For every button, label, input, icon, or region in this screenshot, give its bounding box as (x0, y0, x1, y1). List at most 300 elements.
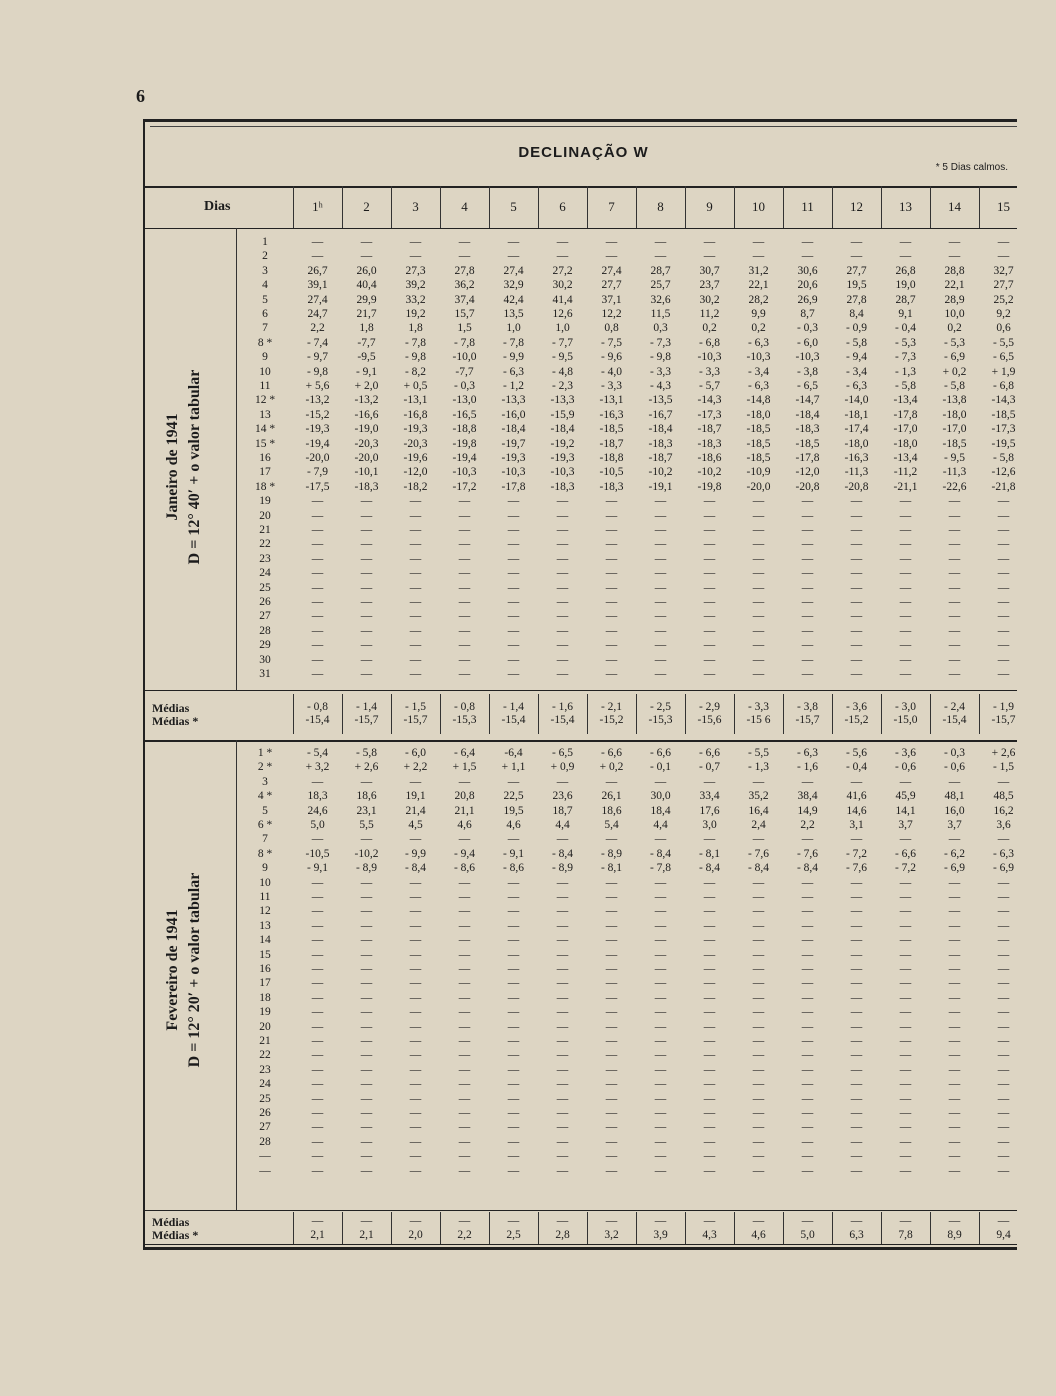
janeiro-empty-cell: — (458, 524, 471, 536)
calm-days-note: * 5 Dias calmos. (935, 162, 1008, 173)
janeiro-empty-cell: — (360, 567, 373, 580)
fevereiro-empty-cell: — (605, 1020, 618, 1033)
fevereiro-day-number: 6 * (257, 819, 273, 831)
janeiro-empty-cell: — (948, 639, 961, 652)
janeiro-day-number: 20 (259, 509, 271, 522)
fevereiro-empty-cell: — (801, 1063, 814, 1076)
fevereiro-empty-cell: — (458, 891, 471, 903)
fevereiro-value-cell: - 6,6 (698, 747, 721, 759)
janeiro-value-cell: — (752, 250, 765, 263)
fevereiro-value-cell: - 9,1 (502, 847, 525, 860)
janeiro-value-cell: -17,3 (991, 423, 1016, 436)
janeiro-empty-cell: — (899, 552, 912, 565)
fevereiro-empty-cell: — (654, 1006, 667, 1019)
janeiro-empty-cell: — (311, 596, 324, 608)
janeiro-medias-star-cell: -15,3 (452, 714, 477, 726)
janeiro-value-cell: -18,6 (697, 452, 722, 464)
janeiro-empty-cell: — (605, 538, 618, 551)
janeiro-empty-cell: — (409, 668, 422, 680)
janeiro-value-cell: 11,2 (699, 308, 720, 320)
fevereiro-value-cell: 41,6 (846, 790, 867, 803)
fevereiro-empty-cell: — (556, 1063, 569, 1076)
fevereiro-empty-cell: — (360, 977, 373, 990)
fevereiro-empty-cell: — (311, 991, 324, 1004)
fevereiro-empty-cell: — (899, 1107, 912, 1119)
janeiro-empty-cell: — (899, 668, 912, 680)
janeiro-empty-cell: — (654, 668, 667, 680)
fevereiro-empty-cell: — (703, 1092, 716, 1105)
fevereiro-empty-cell: — (311, 934, 324, 947)
fevereiro-empty-cell: — (801, 934, 814, 947)
fevereiro-empty-cell: — (409, 1035, 422, 1047)
janeiro-value-cell: -20,0 (746, 480, 771, 493)
janeiro-empty-cell: — (311, 567, 324, 580)
fevereiro-empty-cell: — (507, 963, 520, 975)
janeiro-value-cell: 9,9 (751, 308, 766, 320)
janeiro-value-cell: — (654, 236, 667, 248)
janeiro-empty-cell: — (801, 524, 814, 536)
fevereiro-empty-cell: — (360, 905, 373, 918)
fevereiro-empty-cell: — (654, 1150, 667, 1163)
fevereiro-empty-cell: — (311, 1063, 324, 1076)
janeiro-value-cell: - 4,3 (649, 380, 672, 392)
fevereiro-empty-cell: — (360, 919, 373, 932)
janeiro-empty-cell: — (850, 668, 863, 680)
janeiro-empty-cell: — (409, 509, 422, 522)
fevereiro-value-cell: 26,1 (601, 790, 622, 803)
fevereiro-medias-cell: — (850, 1215, 863, 1227)
janeiro-value-cell: - 3,4 (747, 365, 770, 378)
janeiro-value-cell: -19,0 (354, 423, 379, 436)
janeiro-value-cell: - 0,9 (845, 322, 868, 335)
jan-side-label-line2: D = 12° 40′ + o valor tabular (186, 369, 203, 565)
janeiro-value-cell: - 7,7 (551, 336, 574, 349)
fevereiro-empty-cell: — (801, 963, 814, 975)
janeiro-value-cell: -19,4 (452, 452, 477, 464)
janeiro-value-cell: 0,2 (751, 322, 766, 335)
janeiro-value-cell: 28,2 (748, 293, 769, 306)
janeiro-value-cell: -10,0 (452, 351, 477, 364)
fevereiro-empty-cell: — (311, 1121, 324, 1134)
fevereiro-day-number: 18 (259, 991, 271, 1004)
janeiro-day-number: 8 * (257, 336, 273, 349)
janeiro-empty-cell: — (801, 509, 814, 522)
fevereiro-empty-cell: — (311, 1049, 324, 1062)
fevereiro-value-cell: - 9,4 (453, 847, 476, 860)
janeiro-value-cell: -18,4 (648, 423, 673, 436)
janeiro-empty-cell: — (458, 538, 471, 551)
janeiro-value-cell: -21,8 (991, 480, 1016, 493)
fevereiro-empty-cell: — (409, 1049, 422, 1062)
fevereiro-empty-cell: — (997, 948, 1010, 961)
fevereiro-value-cell: 23,6 (552, 790, 573, 803)
fevereiro-empty-cell: — (948, 891, 961, 903)
janeiro-empty-cell: — (654, 495, 667, 508)
fevereiro-value-cell: - 6,3 (796, 747, 819, 759)
fevereiro-value-cell: - 6,9 (943, 862, 966, 875)
fevereiro-day-number: 21 (259, 1035, 271, 1047)
janeiro-empty-cell: — (409, 495, 422, 508)
fevereiro-medias-star-cell: 2,0 (408, 1229, 423, 1241)
janeiro-value-cell: - 4,0 (600, 365, 623, 378)
janeiro-value-cell: -19,1 (648, 480, 673, 493)
fevereiro-value-cell: - 5,4 (306, 747, 329, 759)
fevereiro-empty-cell: — (507, 905, 520, 918)
janeiro-value-cell: 19,5 (846, 279, 867, 292)
janeiro-value-cell: -13,2 (305, 394, 330, 407)
janeiro-empty-cell: — (850, 596, 863, 608)
jan-side-label (162, 277, 206, 657)
fevereiro-empty-cell: — (752, 919, 765, 932)
janeiro-empty-cell: — (850, 639, 863, 652)
fevereiro-empty-cell: — (507, 1035, 520, 1047)
hour-header-5: 5 (510, 199, 517, 214)
janeiro-value-cell: -18,0 (844, 437, 869, 450)
fevereiro-value-cell: 20,8 (454, 790, 475, 803)
fevereiro-day-number: 5 (262, 804, 268, 817)
fevereiro-empty-cell: — (997, 934, 1010, 947)
fevereiro-empty-cell: — (850, 1164, 863, 1177)
janeiro-medias-star-cell: -15,7 (403, 714, 428, 726)
fevereiro-empty-cell: — (458, 963, 471, 975)
fevereiro-empty-cell: — (458, 1092, 471, 1105)
janeiro-value-cell: 32,6 (650, 293, 671, 306)
janeiro-empty-cell: — (752, 538, 765, 551)
janeiro-value-cell: -13,8 (942, 394, 967, 407)
janeiro-value-cell: - 3,3 (600, 380, 623, 392)
hour-header-13: 13 (899, 199, 912, 214)
janeiro-empty-cell: — (507, 639, 520, 652)
fevereiro-empty-cell: — (948, 1020, 961, 1033)
fevereiro-medias-star-cell: 4,3 (702, 1229, 717, 1241)
fevereiro-empty-cell: — (605, 934, 618, 947)
janeiro-empty-cell: — (899, 509, 912, 522)
janeiro-empty-cell: — (703, 596, 716, 608)
fevereiro-value-cell: - 6,6 (894, 847, 917, 860)
fevereiro-empty-cell: — (507, 1107, 520, 1119)
janeiro-value-cell: - 7,3 (649, 336, 672, 349)
janeiro-day-number: 10 (259, 365, 271, 378)
janeiro-value-cell: -10,3 (795, 351, 820, 364)
fevereiro-medias-cell: — (360, 1215, 373, 1227)
fevereiro-empty-cell: — (850, 876, 863, 889)
fevereiro-empty-cell: — (556, 1121, 569, 1134)
fevereiro-empty-cell: — (605, 1078, 618, 1091)
janeiro-value-cell: -17,5 (305, 480, 330, 493)
janeiro-value-cell: + 2,0 (354, 380, 379, 392)
fevereiro-day-number: 25 (259, 1092, 271, 1105)
fevereiro-empty-cell: — (703, 963, 716, 975)
janeiro-value-cell: — (556, 250, 569, 263)
fevereiro-value-cell: - 1,6 (796, 761, 819, 774)
janeiro-value-cell: 8,4 (849, 308, 864, 320)
fevereiro-medias-star-cell: 2,2 (457, 1229, 472, 1241)
janeiro-value-cell: - 5,8 (894, 380, 917, 392)
fevereiro-medias-cell: — (311, 1215, 324, 1227)
hour-header-11: 11 (801, 199, 814, 214)
janeiro-empty-cell: — (997, 495, 1010, 508)
fevereiro-value-cell: 3,7 (898, 819, 913, 831)
janeiro-value-cell: -18,3 (354, 480, 379, 493)
fevereiro-empty-cell: — (654, 905, 667, 918)
janeiro-value-cell: 12,2 (601, 308, 622, 320)
fevereiro-value-cell: - 8,1 (698, 847, 721, 860)
janeiro-empty-cell: — (507, 552, 520, 565)
janeiro-value-cell: 0,2 (702, 322, 717, 335)
janeiro-medias-cell: - 1,6 (551, 701, 574, 713)
fevereiro-empty-cell: — (948, 1035, 961, 1047)
janeiro-empty-cell: — (654, 509, 667, 522)
fevereiro-empty-cell: — (752, 1135, 765, 1148)
fevereiro-value-cell: — (899, 775, 912, 788)
janeiro-medias-cell: - 1,5 (404, 701, 427, 713)
janeiro-empty-cell: — (409, 538, 422, 551)
janeiro-value-cell: — (409, 250, 422, 263)
fevereiro-day-number: 23 (259, 1063, 271, 1076)
fevereiro-value-cell: — (948, 775, 961, 788)
fevereiro-value-cell: 14,1 (895, 804, 916, 817)
fevereiro-empty-cell: — (458, 1063, 471, 1076)
janeiro-empty-cell: — (458, 653, 471, 666)
fevereiro-empty-cell: — (997, 1006, 1010, 1019)
fevereiro-empty-cell: — (703, 1150, 716, 1163)
janeiro-value-cell: — (899, 250, 912, 263)
janeiro-value-cell: -17,8 (795, 452, 820, 464)
janeiro-empty-cell: — (311, 581, 324, 594)
janeiro-value-cell: — (311, 250, 324, 263)
janeiro-empty-cell: — (703, 668, 716, 680)
fevereiro-value-cell: 14,6 (846, 804, 867, 817)
fevereiro-empty-cell: — (703, 1135, 716, 1148)
janeiro-empty-cell: — (409, 653, 422, 666)
janeiro-medias-cell: - 1,4 (502, 701, 525, 713)
fevereiro-empty-cell: — (899, 1092, 912, 1105)
fevereiro-value-cell: 18,7 (552, 804, 573, 817)
column-rule (979, 186, 980, 228)
janeiro-empty-cell: — (997, 668, 1010, 680)
fevereiro-value-cell: — (703, 833, 716, 846)
janeiro-value-cell: 30,7 (699, 264, 720, 277)
janeiro-value-cell: 32,7 (993, 264, 1014, 277)
janeiro-empty-cell: — (605, 567, 618, 580)
fevereiro-value-cell: - 8,1 (600, 862, 623, 875)
fevereiro-value-cell: - 1,3 (747, 761, 770, 774)
column-rule (293, 186, 294, 228)
fevereiro-empty-cell: — (311, 919, 324, 932)
fevereiro-empty-cell: — (752, 905, 765, 918)
fevereiro-value-cell: + 2,2 (403, 761, 428, 774)
fevereiro-empty-cell: — (360, 1020, 373, 1033)
janeiro-empty-cell: — (899, 596, 912, 608)
fevereiro-empty-cell: — (997, 1035, 1010, 1047)
fevereiro-empty-cell: — (507, 1135, 520, 1148)
janeiro-value-cell: + 0,5 (403, 380, 428, 392)
fevereiro-empty-cell: — (948, 991, 961, 1004)
fevereiro-day-number: 4 * (257, 790, 273, 803)
janeiro-empty-cell: — (311, 495, 324, 508)
janeiro-empty-cell: — (752, 524, 765, 536)
janeiro-empty-cell: — (556, 524, 569, 536)
fevereiro-empty-cell: — (605, 1164, 618, 1177)
fevereiro-value-cell: 21,4 (405, 804, 426, 817)
fevereiro-value-cell: - 0,6 (894, 761, 917, 774)
fevereiro-empty-cell: — (752, 963, 765, 975)
janeiro-empty-cell: — (556, 567, 569, 580)
janeiro-medias-cell: - 2,4 (943, 701, 966, 713)
janeiro-empty-cell: — (458, 624, 471, 637)
fevereiro-empty-cell: — (556, 934, 569, 947)
janeiro-empty-cell: — (654, 639, 667, 652)
janeiro-value-cell: - 9,5 (943, 452, 966, 464)
fevereiro-empty-cell: — (997, 977, 1010, 990)
fevereiro-empty-cell: — (850, 1049, 863, 1062)
fevereiro-value-cell: 3,7 (947, 819, 962, 831)
fevereiro-day-number: 10 (259, 876, 271, 889)
fevereiro-empty-cell: — (703, 1020, 716, 1033)
janeiro-value-cell: — (801, 236, 814, 248)
fevereiro-empty-cell: — (654, 963, 667, 975)
fevereiro-medias-star-cell: 3,2 (604, 1229, 619, 1241)
janeiro-day-number: 25 (259, 581, 271, 594)
janeiro-value-cell: - 6,5 (992, 351, 1015, 364)
column-rule (783, 186, 784, 228)
fevereiro-empty-cell: — (360, 1164, 373, 1177)
fevereiro-empty-cell: — (997, 1121, 1010, 1134)
janeiro-value-cell: -20,0 (305, 452, 330, 464)
fevereiro-value-cell: - 8,4 (796, 862, 819, 875)
fevereiro-empty-cell: — (850, 1035, 863, 1047)
fevereiro-medias-star-cell: 2,1 (359, 1229, 374, 1241)
janeiro-value-cell: -10,3 (697, 351, 722, 364)
column-rule (587, 186, 588, 228)
janeiro-value-cell: 42,4 (503, 293, 524, 306)
fevereiro-empty-cell: — (703, 1078, 716, 1091)
janeiro-empty-cell: — (360, 596, 373, 608)
janeiro-value-cell: - 9,5 (551, 351, 574, 364)
janeiro-empty-cell: — (360, 495, 373, 508)
janeiro-value-cell: -18,3 (697, 437, 722, 450)
janeiro-value-cell: - 5,3 (894, 336, 917, 349)
janeiro-empty-cell: — (311, 552, 324, 565)
fevereiro-empty-cell: — (752, 977, 765, 990)
fevereiro-medias-cell: — (703, 1215, 716, 1227)
fevereiro-day-number: 26 (259, 1107, 271, 1119)
fevereiro-empty-cell: — (556, 1078, 569, 1091)
fevereiro-empty-cell: — (654, 1063, 667, 1076)
janeiro-empty-cell: — (409, 581, 422, 594)
column-rule (636, 186, 637, 228)
fevereiro-day-number: 19 (259, 1006, 271, 1019)
fevereiro-empty-cell: — (311, 1150, 324, 1163)
fevereiro-empty-cell: — (948, 919, 961, 932)
janeiro-value-cell: -17,0 (893, 423, 918, 436)
column-rule (342, 186, 343, 228)
janeiro-value-cell: -16,7 (648, 408, 673, 421)
fevereiro-empty-cell: — (899, 1078, 912, 1091)
fevereiro-empty-cell: — (850, 948, 863, 961)
janeiro-value-cell: 9,2 (996, 308, 1011, 320)
fevereiro-medias-star-cell: 6,3 (849, 1229, 864, 1241)
janeiro-value-cell: - 6,5 (796, 380, 819, 392)
fevereiro-empty-cell: — (801, 1078, 814, 1091)
fevereiro-value-cell: - 8,4 (404, 862, 427, 875)
janeiro-empty-cell: — (850, 653, 863, 666)
janeiro-value-cell: -9,5 (357, 351, 376, 364)
hour-header-6: 6 (559, 199, 566, 214)
janeiro-empty-cell: — (556, 639, 569, 652)
janeiro-value-cell: 37,1 (601, 293, 622, 306)
janeiro-day-number: 12 * (254, 394, 276, 407)
fevereiro-empty-cell: — (801, 919, 814, 932)
fevereiro-empty-cell: — (458, 948, 471, 961)
fevereiro-empty-cell: — (458, 1121, 471, 1134)
fevereiro-value-cell: 3,1 (849, 819, 864, 831)
fevereiro-empty-cell: — (899, 963, 912, 975)
janeiro-value-cell: 1,8 (359, 322, 374, 335)
fevereiro-empty-cell: — (507, 919, 520, 932)
fevereiro-empty-cell: — (752, 948, 765, 961)
janeiro-empty-cell: — (556, 552, 569, 565)
fevereiro-empty-cell: — (948, 1063, 961, 1076)
fevereiro-value-cell: - 8,4 (551, 847, 574, 860)
fevereiro-empty-cell: — (458, 905, 471, 918)
janeiro-value-cell: - 9,8 (649, 351, 672, 364)
fevereiro-empty-cell: — (507, 1164, 520, 1177)
fevereiro-value-cell: — (801, 833, 814, 846)
janeiro-empty-cell: — (850, 581, 863, 594)
fevereiro-empty-cell: — (948, 1121, 961, 1134)
fevereiro-empty-cell: — (556, 1135, 569, 1148)
fevereiro-day-number: 24 (259, 1078, 271, 1091)
janeiro-value-cell: -17,3 (697, 408, 722, 421)
fevereiro-value-cell: + 0,9 (550, 761, 575, 774)
janeiro-empty-cell: — (409, 552, 422, 565)
janeiro-value-cell: -17,0 (942, 423, 967, 436)
fevereiro-empty-cell: — (948, 905, 961, 918)
janeiro-empty-cell: — (997, 610, 1010, 623)
fevereiro-value-cell: 4,6 (506, 819, 521, 831)
fevereiro-empty-cell: — (507, 876, 520, 889)
fevereiro-empty-cell: — (360, 876, 373, 889)
fevereiro-empty-cell: — (997, 1078, 1010, 1091)
janeiro-value-cell: -19,2 (550, 437, 575, 450)
janeiro-value-cell: -16,3 (599, 408, 624, 421)
janeiro-value-cell: 27,7 (601, 279, 622, 292)
janeiro-value-cell: -17,8 (893, 408, 918, 421)
hour-header-15: 15 (997, 199, 1010, 214)
janeiro-empty-cell: — (703, 624, 716, 637)
fevereiro-empty-cell: — (899, 934, 912, 947)
fevereiro-empty-cell: — (703, 876, 716, 889)
fevereiro-value-cell: — (556, 833, 569, 846)
fevereiro-medias-cell: — (899, 1215, 912, 1227)
fevereiro-value-cell: — (850, 775, 863, 788)
janeiro-empty-cell: — (311, 668, 324, 680)
fevereiro-empty-cell: — (703, 1006, 716, 1019)
janeiro-empty-cell: — (605, 552, 618, 565)
janeiro-value-cell: 0,8 (604, 322, 619, 335)
janeiro-empty-cell: — (703, 524, 716, 536)
janeiro-empty-cell: — (556, 495, 569, 508)
fevereiro-empty-cell: — (899, 1035, 912, 1047)
janeiro-value-cell: - 8,2 (404, 365, 427, 378)
janeiro-empty-cell: — (654, 524, 667, 536)
fevereiro-empty-cell: — (507, 1078, 520, 1091)
janeiro-value-cell: -10,3 (452, 466, 477, 479)
fevereiro-empty-cell: — (360, 1107, 373, 1119)
fevereiro-empty-cell: — (899, 1049, 912, 1062)
fevereiro-medias-cell: — (605, 1215, 618, 1227)
